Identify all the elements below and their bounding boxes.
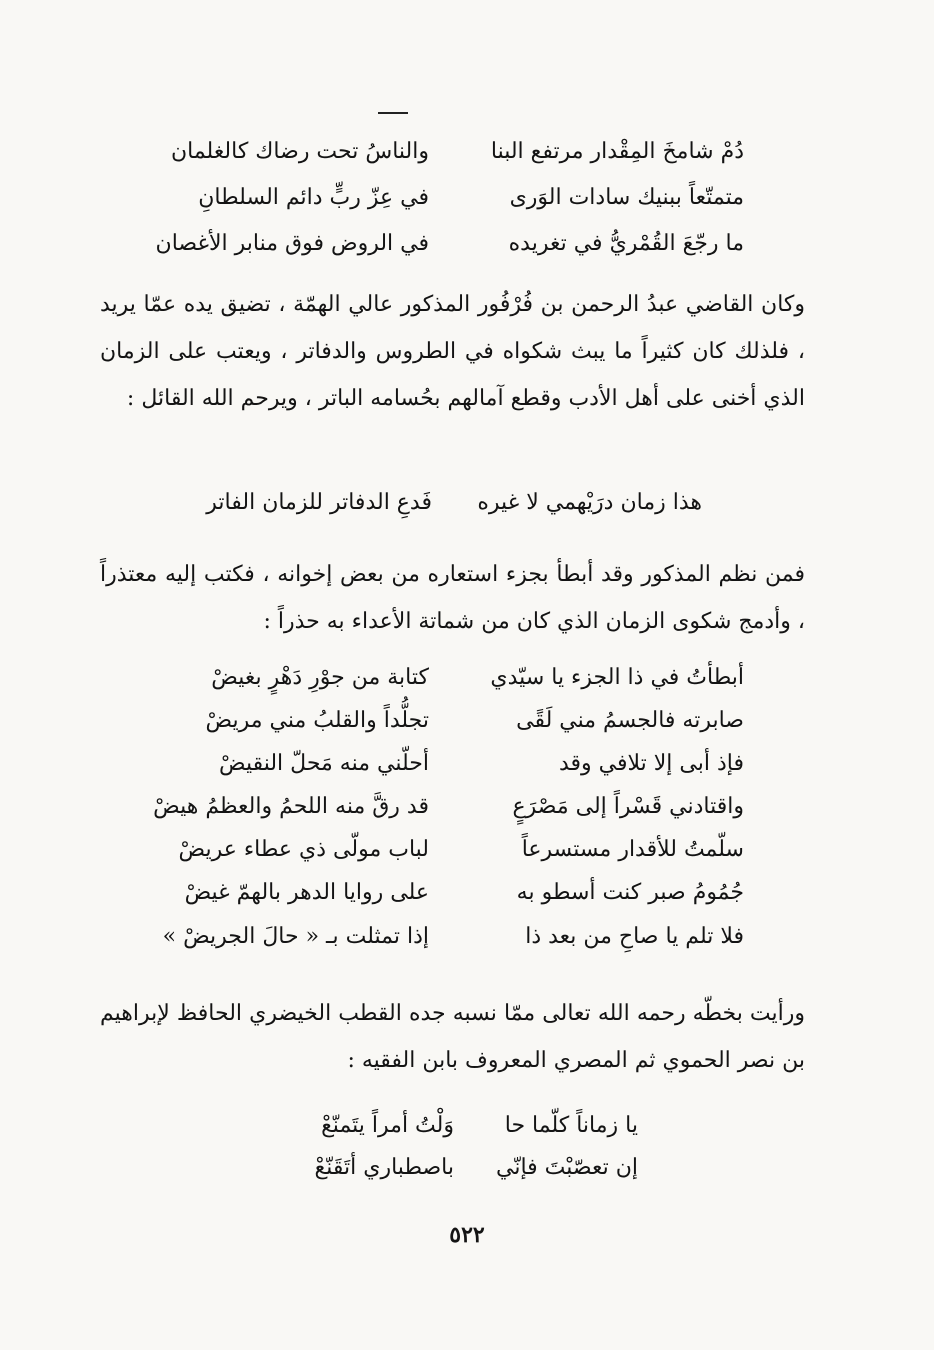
verse-hemistich-second: إذا تمثلت بـ « حالَ الجريضْ »: [162, 924, 429, 949]
verse-hemistich-first: أبطأتُ في ذا الجزء يا سيّدي: [490, 665, 744, 690]
verse-hemistich-first: واقتادني قَسْراً إلى مَصْرَعٍ: [512, 794, 744, 819]
verse-hemistich-first: إن تعصّبْتَ فإنّي: [496, 1155, 638, 1180]
prose-paragraph: وكان القاضي عبدُ الرحمن بن فُرْفُور المذكور عالي الهمّة ، تضيق يده عمّا يريد ، فلذلك كان كثيراً ما يبث شكواه في الطروس والدفاتر ، ويعتب على الزمان الذي أخنى على أهل الأدب وقطع آمالهم بحُسامه الباتر ، ويرحم الله القائل :: [100, 292, 805, 411]
verse-hemistich-first: هذا زمان درَيْهمي لا غيره: [477, 490, 702, 515]
verse-hemistich-second: في عِزّ ربٍّ دائم السلطانِ: [198, 185, 429, 210]
page-number: ٥٢٢: [449, 1222, 485, 1248]
prose-paragraph: فمن نظم المذكور وقد أبطأ بجزء استعاره من بعض إخوانه ، فكتب إليه معتذراً ، وأدمج شكوى الزمان الذي كان من شماتة الأعداء به حذراً :: [100, 562, 805, 634]
prose-paragraph: ورأيت بخطّه رحمه الله تعالى ممّا نسبه جده القطب الخيضري الحافظ لإبراهيم بن نصر الحموي ثم المصري المعروف بابن الفقيه :: [100, 1001, 805, 1073]
verse-hemistich-second: أحلّني منه مَحلّ النقيضْ: [219, 751, 429, 776]
verse-hemistich-first: يا زماناً كلّما حا: [504, 1113, 638, 1138]
verse-hemistich-second: والناسُ تحت رضاك كالغلمان: [170, 139, 429, 164]
verse-hemistich-second: قد رقَّ منه اللحمُ والعظمُ هيضْ: [153, 794, 429, 819]
verse-hemistich-first: ما رجّعَ القُمْريُّ في تغريده: [508, 231, 744, 256]
verse-hemistich-first: صابرته فالجسمُ مني لَقًى: [516, 708, 744, 733]
verse-hemistich-first: فإذ أبى إلا تلافي وقد: [558, 751, 744, 776]
verse-hemistich-second: فَدعِ الدفاتر للزمان الفاتر: [206, 490, 432, 515]
header-rule: [378, 112, 408, 114]
verse-hemistich-second: كتابة من جوْرِ دَهْرٍ بغيضْ: [211, 665, 429, 690]
verse-hemistich-first: متمتّعاً ببنيك سادات الوَرى: [509, 185, 744, 210]
verse-hemistich-second: تجلُّداً والقلبُ مني مريضْ: [205, 708, 429, 733]
verse-hemistich-second: لباب مولّى ذي عطاء عريضْ: [178, 837, 429, 862]
verse-hemistich-second: على روايا الدهر بالهمّ غيضْ: [184, 880, 429, 905]
verse-hemistich-first: سلّمتُ للأقدار مستسرعاً: [521, 837, 744, 862]
verse-hemistich-first: جُمُومُ صبر كنت أسطو به: [516, 880, 744, 905]
verse-hemistich-second: وَلْتُ أمراً يتَمنّعْ: [321, 1113, 454, 1138]
verse-hemistich-first: دُمْ شامخَ المِقْدار مرتفع البنا: [490, 139, 744, 164]
verse-hemistich-first: فلا تلم يا صاحِ من بعد ذا: [525, 924, 744, 949]
verse-hemistich-second: باصطباري أتَقَنّعْ: [314, 1155, 454, 1180]
verse-hemistich-second: في الروض فوق منابر الأغصان: [155, 231, 429, 256]
